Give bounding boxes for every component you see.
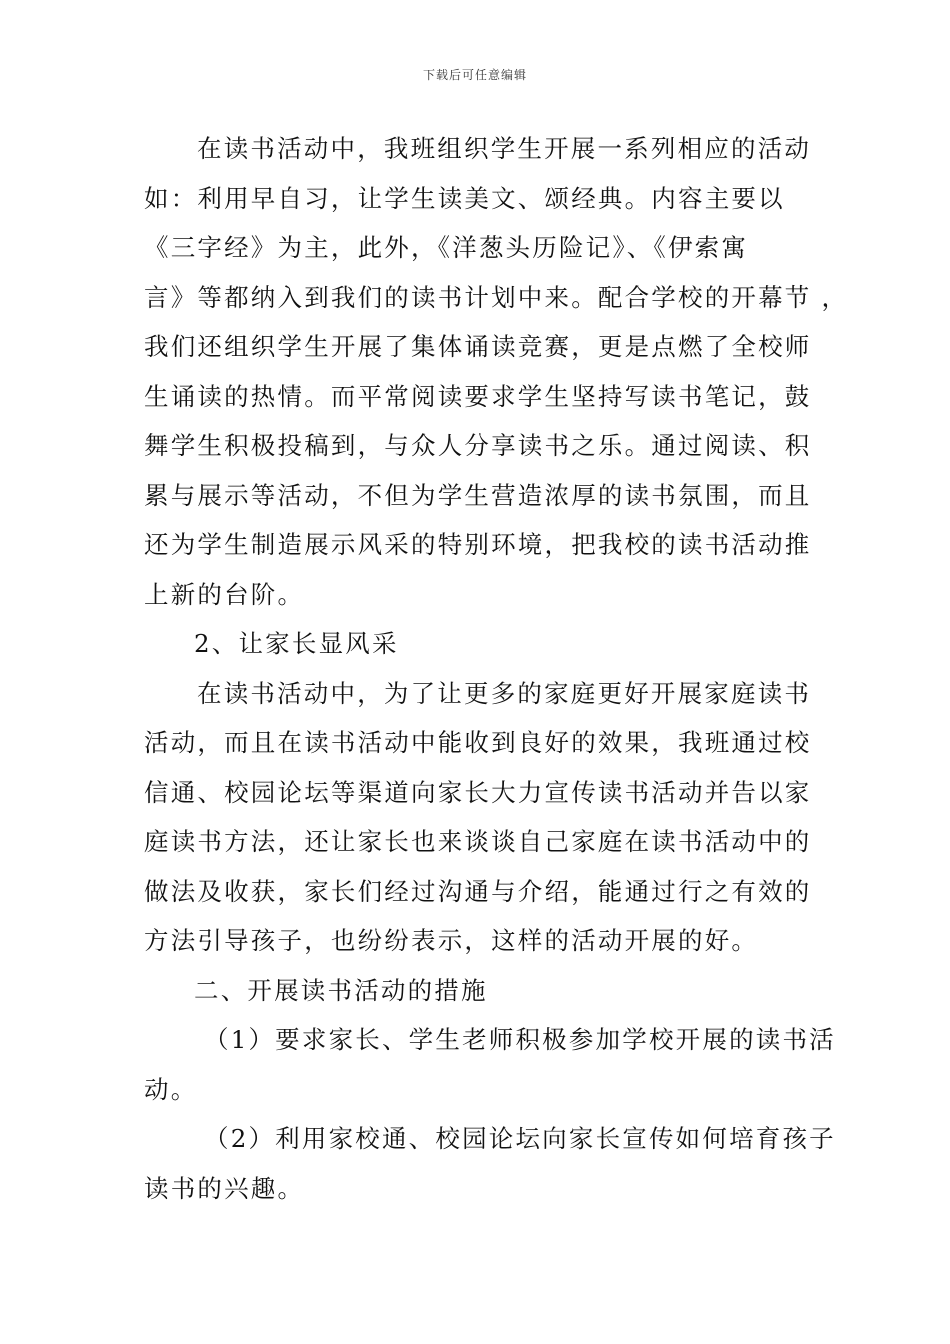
paragraph-line: 做法及收获，家长们经过沟通与介绍，能通过行之有效的 bbox=[144, 876, 812, 906]
paragraph-line: 言》等都纳入到我们的读书计划中来。配合学校的开幕节 ， bbox=[144, 282, 849, 312]
paragraph-line: 信通、校园论坛等渠道向家长大力宣传读书活动并告以家 bbox=[144, 777, 812, 807]
paragraph-line: 累与展示等活动，不但为学生营造浓厚的读书氛围，而且 bbox=[144, 480, 812, 510]
list-item-line: 读书的兴趣。 bbox=[144, 1173, 305, 1203]
paragraph-line: 如：利用早自习，让学生读美文、颂经典。内容主要以 bbox=[144, 183, 785, 213]
section-subheading: 2、让家长显风采 bbox=[194, 629, 399, 658]
paragraph-line: 庭读书方法，还让家长也来谈谈自己家庭在读书活动中的 bbox=[144, 827, 812, 856]
paragraph-line: 上新的台阶。 bbox=[144, 579, 305, 609]
paragraph-line: 方法引导孩子，也纷纷表示，这样的活动开展的好。 bbox=[144, 926, 759, 955]
list-item-line: （1）要求家长、学生老师积极参加学校开展的读书活 bbox=[204, 1025, 836, 1054]
paragraph-line: 舞学生积极投稿到，与众人分享读书之乐。通过阅读、积 bbox=[144, 431, 812, 460]
section-heading: 二、开展读书活动的措施 bbox=[194, 975, 488, 1005]
list-item-line: （2）利用家校通、校园论坛向家长宣传如何培育孩子 bbox=[204, 1124, 836, 1153]
paragraph-line: 生诵读的热情。而平常阅读要求学生坚持写读书笔记，鼓 bbox=[144, 381, 812, 411]
document-body bbox=[144, 124, 849, 1213]
paragraph-line: 我们还组织学生开展了集体诵读竞赛，更是点燃了全校师 bbox=[144, 332, 812, 361]
paragraph-line: 《三字经》为主，此外，《洋葱头历险记》、《伊索寓 bbox=[144, 233, 749, 262]
paragraph-line: 活动，而且在读书活动中能收到良好的效果，我班通过校 bbox=[144, 728, 812, 757]
paragraph-line: 在读书活动中，为了让更多的家庭更好开展家庭读书 bbox=[197, 678, 812, 708]
page-header: 下载后可任意编辑 bbox=[422, 68, 527, 82]
paragraph-line: 在读书活动中，我班组织学生开展一系列相应的活动 bbox=[197, 134, 812, 163]
paragraph-line: 还为学生制造展示风采的特别环境，把我校的读书活动推 bbox=[144, 530, 812, 559]
list-item-line: 动。 bbox=[144, 1074, 198, 1104]
